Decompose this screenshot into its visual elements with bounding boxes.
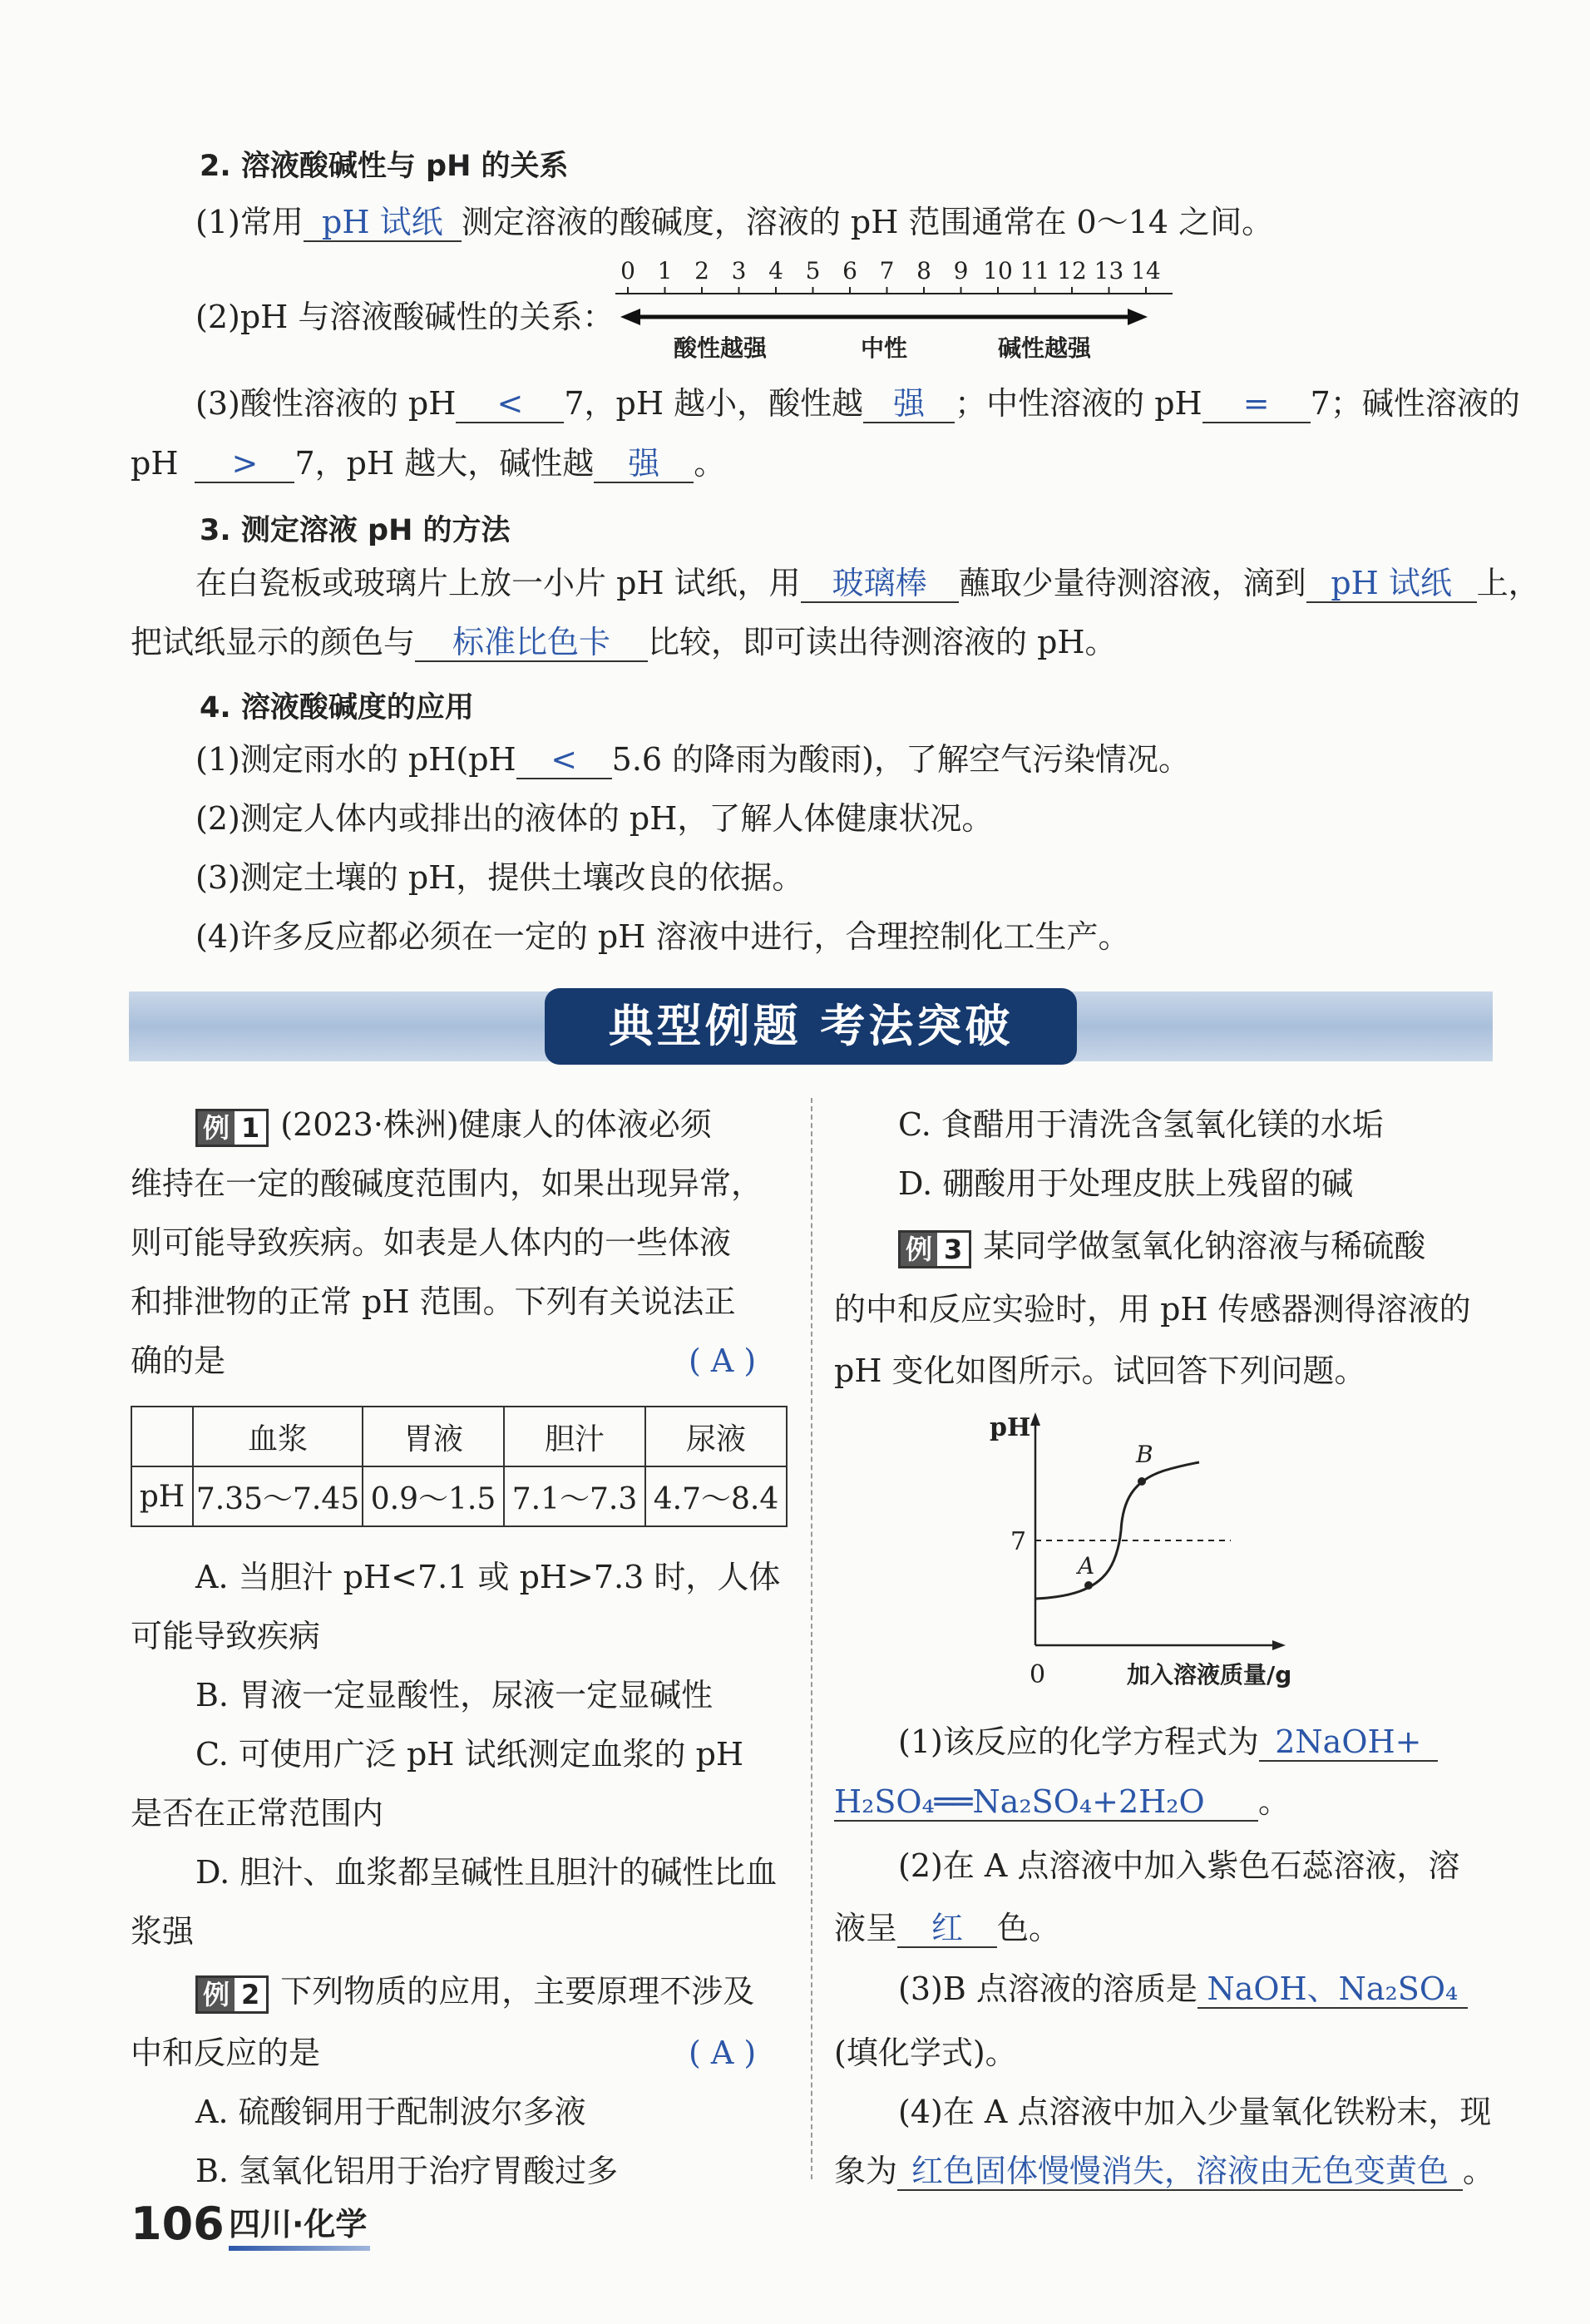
section-2-item-3-line-2: pH > 7，pH 越大，碱性越 强 。 [131, 445, 726, 482]
y-axis-arrow [1030, 1412, 1040, 1426]
scale-number: 3 [731, 257, 747, 284]
example-3-line-2: 的中和反应实验时，用 pH 传感器测得溶液的 [834, 1291, 1471, 1328]
answer-blank: < [456, 385, 564, 423]
scale-number: 2 [694, 257, 709, 284]
example-2-option-d: D. 硼酸用于处理皮肤上残留的碱 [898, 1165, 1354, 1202]
section-2-item-1: (1)常用 pH 试纸 测定溶液的酸碱度，溶液的 pH 范围通常在 0～14 之间。 [195, 204, 1274, 240]
section-2-heading: 2. 溶液酸碱性与 pH 的关系 [200, 150, 569, 183]
scale-arrow-left [620, 309, 640, 325]
scale-number: 12 [1057, 257, 1087, 284]
scale-label-base: 碱性越强 [998, 334, 1092, 362]
example-2-option-b: B. 氢氧化铝用于治疗胃酸过多 [195, 2153, 619, 2189]
section-4-item-4: (4)许多反应都必须在一定的 pH 溶液中进行，合理控制化工生产。 [195, 918, 1130, 955]
example-1-line-1: 例 1 (2023·株洲)健康人的体液必须 [195, 1106, 712, 1147]
ph-scale-diagram [615, 254, 1181, 362]
scale-number: 7 [879, 257, 895, 284]
example-1-answer: ( A ) [689, 1342, 757, 1379]
seven-label: 7 [1010, 1527, 1027, 1556]
answer-blank: pH 试纸 [304, 204, 462, 242]
example-1-line-3: 则可能导致疾病。如表是人体内的一些体液 [131, 1224, 732, 1261]
example-2-line-1: 例 2 下列物质的应用，主要原理不涉及 [195, 1973, 754, 2014]
example-1-line-5: 确的是 [131, 1342, 226, 1379]
example-1-option-a-2: 可能导致疾病 [131, 1618, 321, 1654]
section-2-item-3-line-1: (3)酸性溶液的 pH < 7，pH 越小，酸性越 强 ；中性溶液的 pH = 7；碱性溶液的 [195, 385, 1520, 422]
table-cell: 4.7～8.4 [645, 1466, 787, 1526]
scale-number: 10 [983, 257, 1013, 284]
page-number: 106 [131, 2198, 225, 2250]
example-2-option-a: A. 硫酸铜用于配制波尔多液 [195, 2094, 586, 2130]
point-a [1084, 1581, 1093, 1590]
scale-number: 6 [842, 257, 857, 284]
scale-number: 11 [1020, 257, 1050, 284]
example-3-q4-line-1: (4)在 A 点溶液中加入少量氧化铁粉末，现 [898, 2094, 1492, 2130]
example-3-line-3: pH 变化如图所示。试回答下列问题。 [834, 1352, 1366, 1389]
example-1-option-a-1: A. 当胆汁 pH<7.1 或 pH>7.3 时，人体 [195, 1559, 781, 1595]
answer-blank: 标准比色卡 [415, 624, 648, 662]
answer-blank: < [516, 741, 612, 779]
scale-label-acid: 酸性越强 [674, 334, 768, 362]
table-row [131, 1466, 787, 1526]
example-3-q4-line-2: 象为 红色固体慢慢消失，溶液由无色变黄色 。 [834, 2153, 1495, 2189]
example-3-q1-line-2: H₂SO₄══Na₂SO₄+2H₂O 。 [834, 1783, 1291, 1820]
ph-curve-graph [981, 1406, 1364, 1697]
table-header-cell: 胃液 [363, 1407, 504, 1466]
table-cell: 7.1～7.3 [504, 1466, 645, 1526]
section-4-heading: 4. 溶液酸碱度的应用 [200, 691, 474, 724]
table-header-row [131, 1407, 787, 1466]
example-3-q1-line-1: (1)该反应的化学方程式为 2NaOH+ [898, 1723, 1438, 1762]
section-3-heading: 3. 测定溶液 pH 的方法 [200, 514, 511, 547]
answer-blank: 2NaOH+ [1259, 1723, 1438, 1762]
answer-blank: 玻璃棒 [801, 565, 959, 603]
example-3-q3-line-1: (3)B 点溶液的溶质是 NaOH、Na₂SO₄ [898, 1970, 1468, 2009]
example-1-option-b: B. 胃液一定显酸性，尿液一定显碱性 [195, 1677, 714, 1713]
section-4-item-2: (2)测定人体内或排出的液体的 pH，了解人体健康状况。 [195, 800, 994, 837]
scale-number: 0 [620, 257, 635, 284]
answer-blank: H₂SO₄══Na₂SO₄+2H₂O [834, 1783, 1258, 1822]
section-3-line-1: 在白瓷板或玻璃片上放一小片 pH 试纸，用 玻璃棒 蘸取少量待测溶液，滴到 pH 试纸 上， [195, 565, 1540, 601]
table-cell: 7.35～7.45 [193, 1466, 363, 1526]
answer-blank: 红 [897, 1910, 997, 1948]
example-1-line-4: 和排泄物的正常 pH 范围。下列有关说法正 [131, 1283, 736, 1320]
x-axis-arrow [1272, 1640, 1286, 1650]
section-3-line-2: 把试纸显示的颜色与 标准比色卡 比较，即可读出待测溶液的 pH。 [131, 624, 1117, 660]
point-a-label: A [1078, 1552, 1095, 1580]
point-b-label: B [1136, 1441, 1153, 1468]
answer-blank: = [1202, 385, 1311, 423]
origin-label: 0 [1030, 1660, 1046, 1689]
example-3-badge: 例 3 [898, 1230, 971, 1268]
example-2-badge: 例 2 [195, 1975, 269, 2014]
scale-label-neutral: 中性 [861, 334, 908, 362]
scale-number: 9 [953, 257, 969, 284]
point-b [1138, 1477, 1146, 1486]
scale-number: 13 [1094, 257, 1124, 284]
example-2-option-c: C. 食醋用于清洗含氢氧化镁的水垢 [898, 1106, 1384, 1143]
y-axis-label: pH [990, 1413, 1031, 1442]
table-cell: 0.9～1.5 [363, 1466, 504, 1526]
example-2-answer: ( A ) [689, 2035, 757, 2071]
table-header-cell: 胆汁 [504, 1407, 645, 1466]
example-1-option-d-2: 浆强 [131, 1913, 195, 1950]
table-header-cell [131, 1407, 193, 1466]
example-1-badge: 例 1 [195, 1109, 269, 1147]
example-3-q2-line-2: 液呈 红 色。 [834, 1910, 1061, 1946]
answer-blank: 强 [594, 445, 694, 483]
example-1-option-d-1: D. 胆汁、血浆都呈碱性且胆汁的碱性比血 [195, 1854, 778, 1891]
example-2-line-2: 中和反应的是 [131, 2035, 321, 2071]
scale-number: 5 [805, 257, 821, 284]
scale-number: 1 [657, 257, 673, 284]
example-3-q2-line-1: (2)在 A 点溶液中加入紫色石蕊溶液，溶 [898, 1847, 1460, 1884]
column-divider [811, 1098, 812, 2179]
section-4-item-3: (3)测定土壤的 pH，提供土壤改良的依据。 [195, 859, 804, 896]
section-2-item-2-label: (2)pH 与溶液酸碱性的关系： [195, 299, 615, 335]
table-header-cell: 尿液 [645, 1407, 787, 1466]
answer-blank: 强 [863, 385, 955, 423]
scale-number: 8 [916, 257, 931, 284]
answer-blank: pH 试纸 [1306, 565, 1477, 603]
answer-blank: > [195, 445, 294, 483]
table-header-cell: 血浆 [193, 1407, 363, 1466]
scale-number: 14 [1131, 257, 1161, 284]
example-3-q3-line-2: (填化学式)。 [834, 2035, 1017, 2071]
banner-title: 典型例题 考法突破 [545, 988, 1077, 1065]
ph-curve [1035, 1462, 1199, 1599]
table-cell: pH [131, 1466, 193, 1526]
x-axis-label: 加入溶液质量/g [1127, 1661, 1292, 1689]
answer-blank: NaOH、Na₂SO₄ [1197, 1970, 1468, 2009]
section-4-item-1: (1)测定雨水的 pH(pH < 5.6 的降雨为酸雨)，了解空气污染情况。 [195, 741, 1191, 778]
example-1-line-2: 维持在一定的酸碱度范围内，如果出现异常， [131, 1165, 763, 1202]
footer-underline [229, 2246, 370, 2251]
example-1-option-c-1: C. 可使用广泛 pH 试纸测定血浆的 pH [195, 1736, 744, 1773]
answer-blank: 红色固体慢慢消失，溶液由无色变黄色 [897, 2153, 1463, 2191]
example-3-line-1: 例 3 某同学做氢氧化钠溶液与稀硫酸 [898, 1228, 1425, 1268]
scale-arrow-right [1128, 309, 1148, 325]
ph-table [131, 1406, 788, 1527]
scale-number: 4 [768, 257, 783, 284]
example-1-option-c-2: 是否在正常范围内 [131, 1795, 384, 1832]
footer-title: 四川·化学 [229, 2206, 368, 2242]
